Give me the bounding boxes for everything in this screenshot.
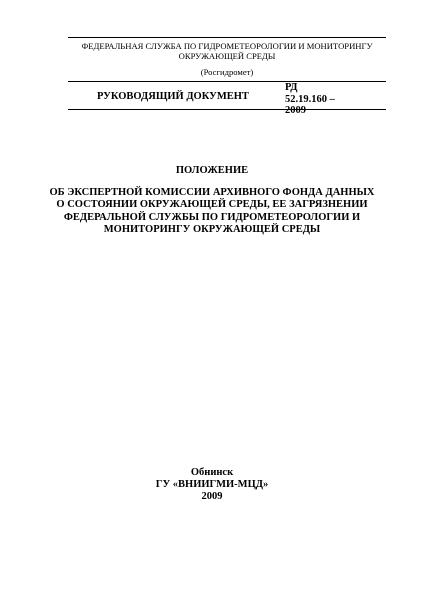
- subtitle-line-3: ФЕДЕРАЛЬНОЙ СЛУЖБЫ ПО ГИДРОМЕТЕОРОЛОГИИ И: [63, 211, 361, 223]
- imprint-city: Обнинск: [190, 467, 234, 478]
- document-type: РУКОВОДЯЩИЙ ДОКУМЕНТ: [97, 91, 249, 102]
- document-title: ПОЛОЖЕНИЕ: [175, 165, 249, 176]
- document-header: [68, 37, 386, 116]
- agency-name-line-1: ФЕДЕРАЛЬНАЯ СЛУЖБА ПО ГИДРОМЕТЕОРОЛОГИИ И МОНИТОРИНГУ: [81, 41, 373, 51]
- agency-full-name: [68, 41, 386, 61]
- document-subtitle: [40, 187, 384, 236]
- document-code: [285, 82, 365, 117]
- document-code-line-2: 52.19.160 –: [285, 93, 335, 105]
- document-code-line-3: 2009: [285, 105, 306, 116]
- publication-imprint: [40, 467, 384, 503]
- document-code-line-1: РД: [285, 82, 298, 93]
- subtitle-line-1: ОБ ЭКСПЕРТНОЙ КОМИССИИ АРХИВНОГО ФОНДА ДАННЫХ: [49, 187, 375, 198]
- header-top-rule: [68, 37, 386, 38]
- agency-short-name: (Росгидромет): [200, 67, 254, 77]
- agency-name-line-2: ОКРУЖАЮЩЕЙ СРЕДЫ: [178, 51, 276, 61]
- header-bottom-rule: [68, 109, 386, 110]
- subtitle-line-2: О СОСТОЯНИИ ОКРУЖАЮЩЕЙ СРЕДЫ, ЕЕ ЗАГРЯЗНЕНИИ: [56, 199, 368, 211]
- subtitle-line-4: МОНИТОРИНГУ ОКРУЖАЮЩЕЙ СРЕДЫ: [103, 223, 321, 235]
- imprint-year: 2009: [201, 491, 223, 502]
- imprint-publisher: ГУ «ВНИИГМИ-МЦД»: [155, 479, 269, 490]
